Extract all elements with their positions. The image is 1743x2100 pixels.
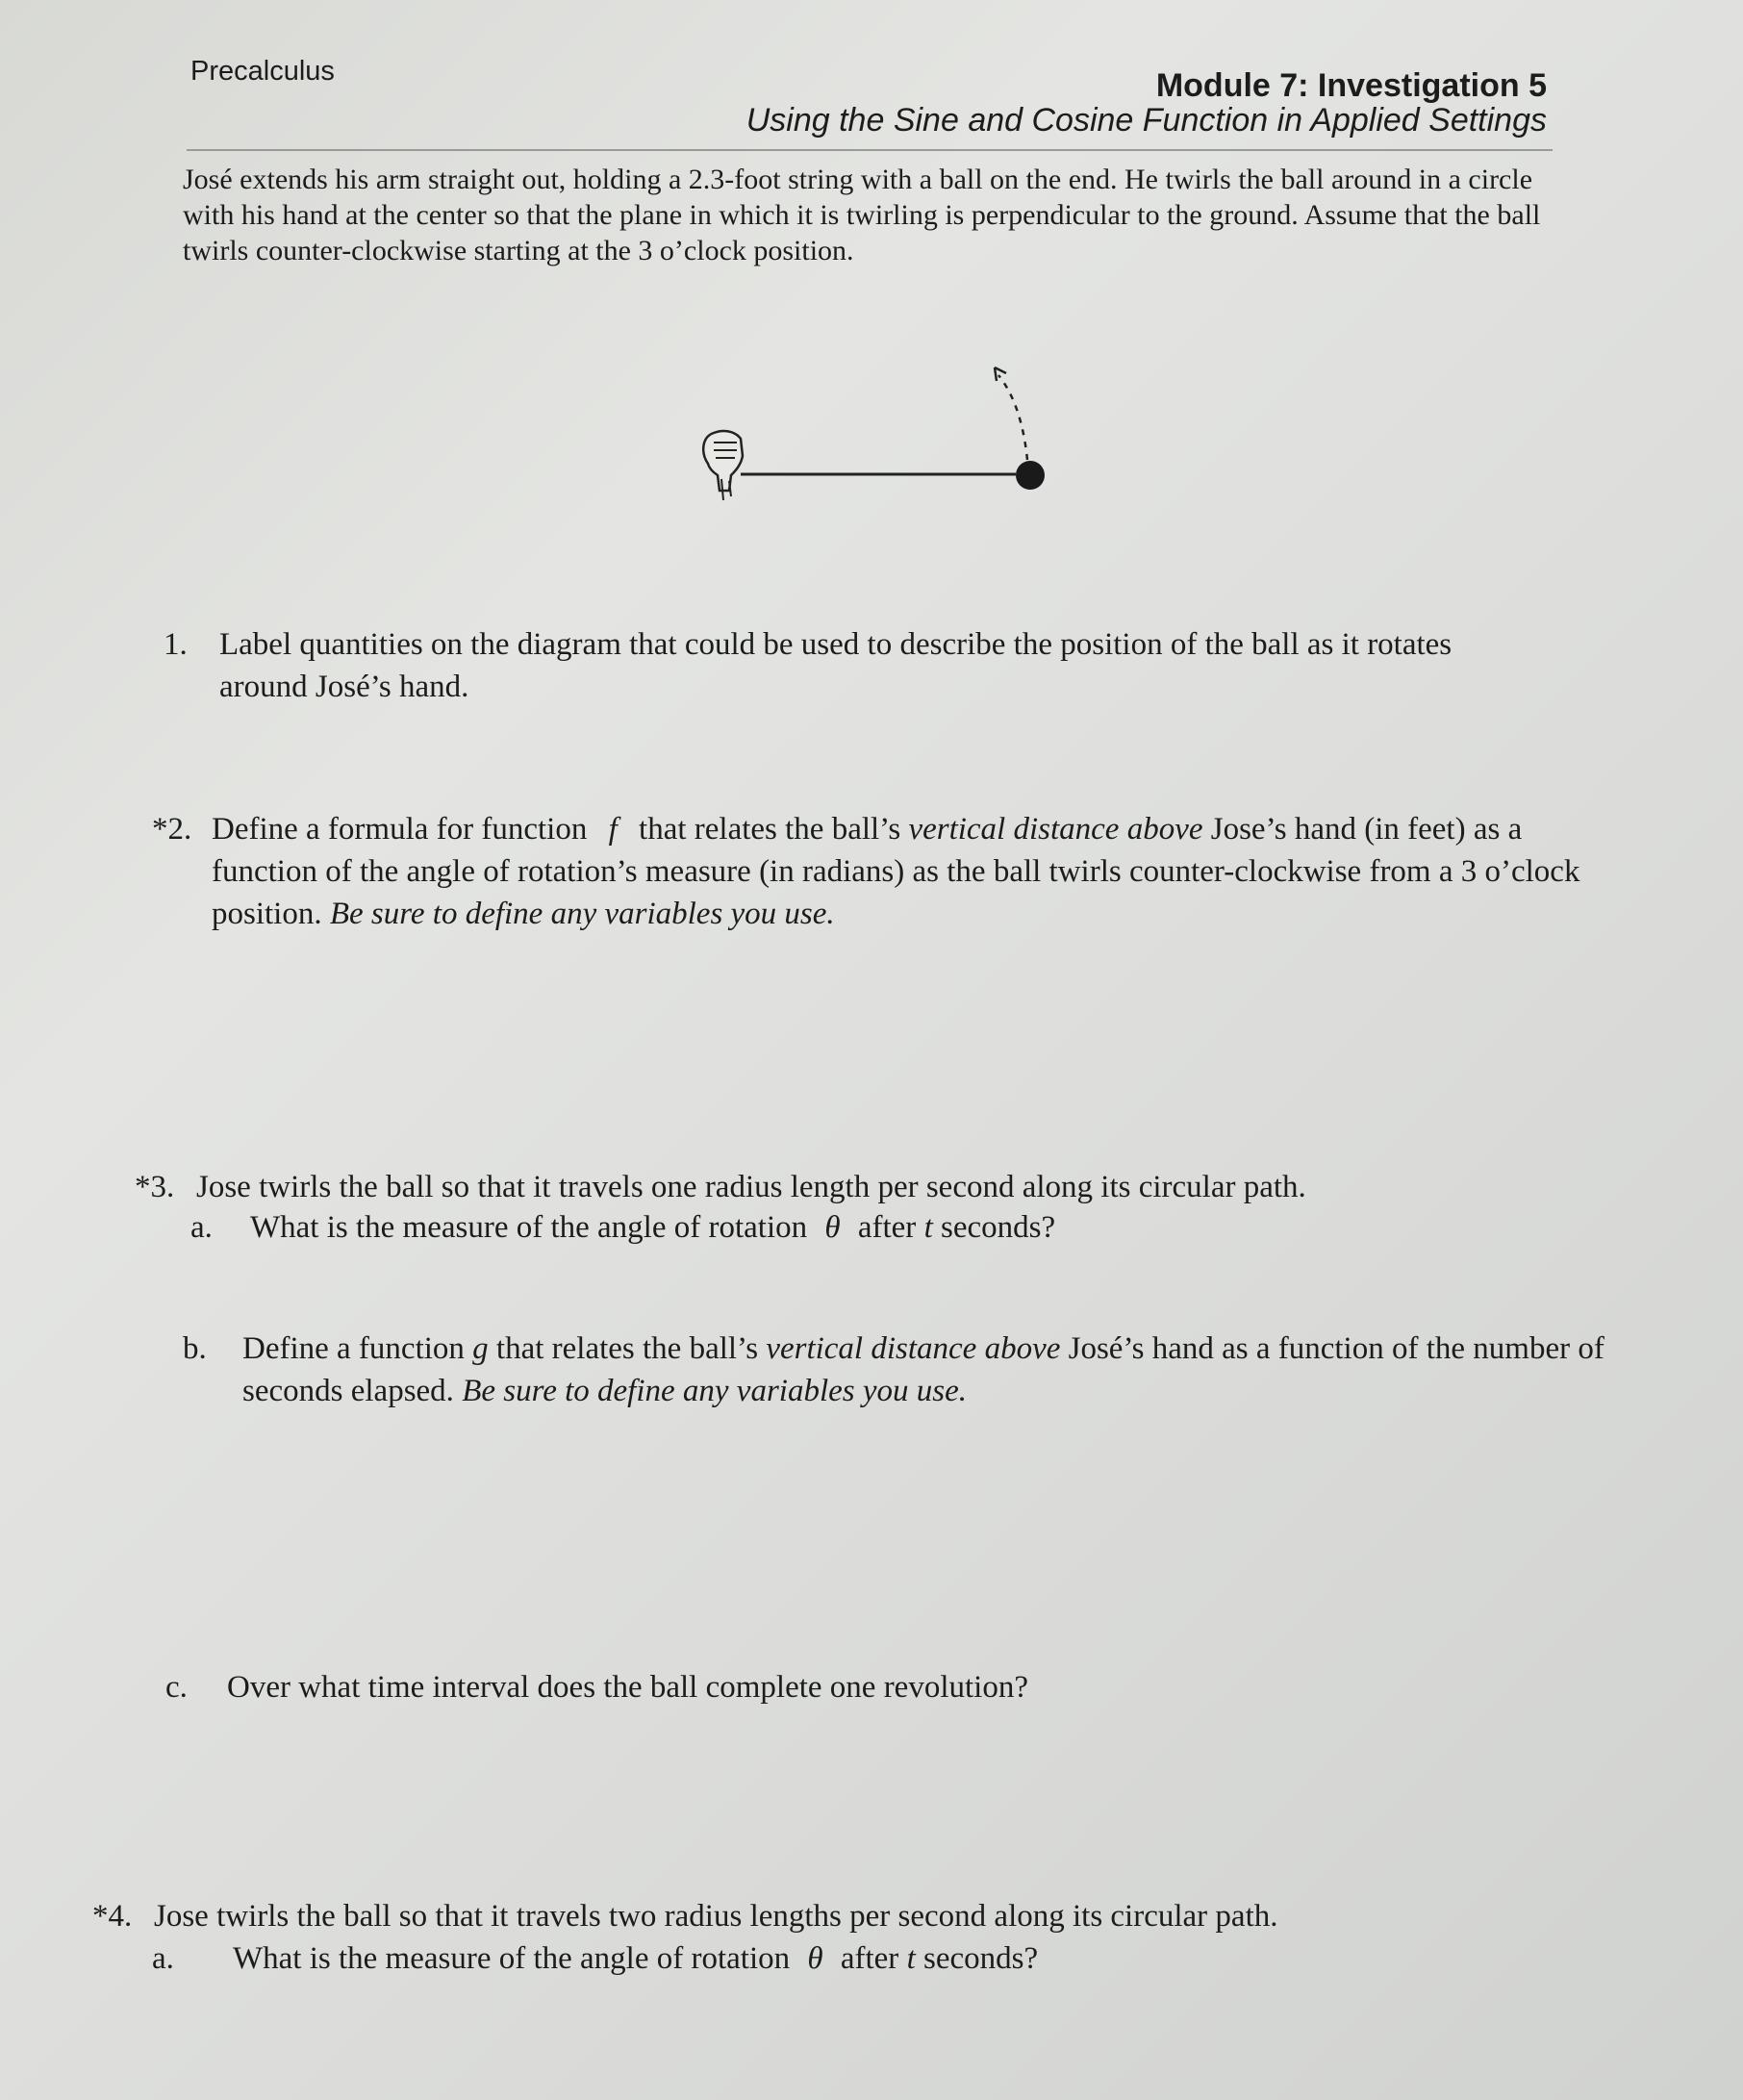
- question-2: [152, 808, 1595, 943]
- rotation-arrow-icon: [995, 367, 1006, 381]
- question-4a: [152, 1937, 1499, 1986]
- course-title: Precalculus: [190, 56, 335, 87]
- part-text: Over what time interval does the ball complete one revolution?: [227, 1670, 1028, 1705]
- part-text: What is the measure of the angle of rotation θ after t seconds?: [233, 1941, 1039, 1976]
- header-divider: [187, 149, 1553, 151]
- question-3a: [190, 1206, 1537, 1254]
- question-3c: [165, 1666, 1512, 1714]
- t-variable: t: [906, 1941, 916, 1976]
- question-number: 1.: [164, 627, 188, 662]
- fist-icon: [703, 431, 743, 500]
- module-title: Module 7: Investigation 5: [1155, 67, 1547, 104]
- question-text: Jose twirls the ball so that it travels one radius length per second along its circular path.: [196, 1170, 1306, 1204]
- part-text: What is the measure of the angle of rotation θ after t seconds?: [250, 1210, 1056, 1245]
- intro-paragraph: José extends his arm straight out, holding a 2.3-foot string with a ball on the end. He twirls the ball around in a circle with his hand at the center so that the plane in which it is twirling is perpendicular to the ground. Assume that the ball twirls counter-clockwise starting at the 3 o’clock position.: [183, 164, 1541, 266]
- t-variable: t: [923, 1210, 933, 1245]
- question-number: *2.: [152, 812, 192, 847]
- ball-and-string-diagram: [693, 356, 1077, 529]
- question-3b: [183, 1328, 1626, 1424]
- ball: [1016, 461, 1045, 490]
- question-text: Label quantities on the diagram that could be used to describe the position of the ball as it rotates around José’s hand.: [219, 627, 1452, 704]
- part-label: b.: [183, 1331, 207, 1366]
- question-number: *4.: [92, 1899, 133, 1934]
- part-label: c.: [165, 1670, 188, 1705]
- question-4: [92, 1895, 1593, 1943]
- question-text: Define a formula for function f that relates the ball’s vertical distance above Jose’s hand (in feet) as a function of the angle of rotation’s measure (in radians) as the ball twirls counter-clockwise from a 3 o’clock position. Be sure to define any variables you use.: [212, 812, 1580, 931]
- question-1: [164, 623, 1549, 720]
- part-label: a.: [190, 1210, 213, 1245]
- theta-symbol: θ: [824, 1210, 841, 1245]
- function-name: f: [608, 812, 618, 847]
- question-number: *3.: [135, 1170, 175, 1204]
- investigation-subtitle: Using the Sine and Cosine Function in Applied Settings: [745, 102, 1547, 139]
- part-text: Define a function g that relates the ball’s vertical distance above José’s hand as a function of the number of seconds elapsed. Be sure to define any variables you use.: [242, 1331, 1604, 1408]
- question-text: Jose twirls the ball so that it travels two radius lengths per second along its circular path.: [154, 1899, 1278, 1934]
- part-label: a.: [152, 1941, 174, 1976]
- rotation-path: [998, 375, 1027, 460]
- function-name: g: [472, 1331, 489, 1366]
- theta-symbol: θ: [807, 1941, 823, 1976]
